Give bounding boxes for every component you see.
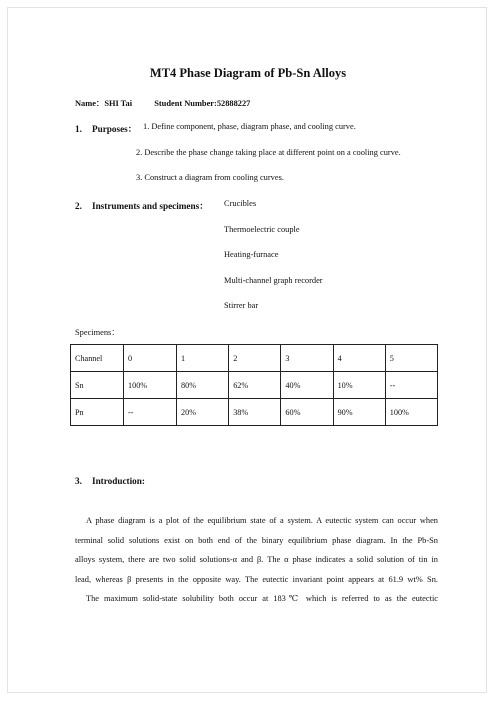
instruments-number: 2. <box>75 201 82 211</box>
table-cell: 60% <box>281 399 333 426</box>
student-number: 52888227 <box>216 99 251 108</box>
intro-paragraph-line: The maximum solid-state solubility both occur at 183℃ which is referred to as the eutectic <box>86 594 438 603</box>
introduction-number: 3. <box>75 476 82 486</box>
purposes-heading <box>75 121 137 135</box>
purposes-number: 1. <box>75 124 82 134</box>
introduction-heading-text: Introduction: <box>92 476 145 486</box>
table-cell: 38% <box>229 399 281 426</box>
instrument-item: Heating-furnace <box>224 250 279 259</box>
table-cell: 100% <box>385 399 437 426</box>
table-cell: 0 <box>124 345 177 372</box>
instrument-item: Stirrer bar <box>224 301 259 310</box>
instruments-heading <box>75 198 208 212</box>
table-cell: -- <box>124 399 177 426</box>
table-cell: 80% <box>177 372 229 399</box>
table-cell: 2 <box>229 345 281 372</box>
table-cell: -- <box>385 372 437 399</box>
intro-paragraph-line: lead, whereas β presents in the opposite way. The eutectic invariant point appears at 61.9 wt% Sn. <box>75 574 438 584</box>
intro-paragraph-line: alloys system, there are two solid solutions-α and β. The α phase indicates a solid solution of tin in <box>75 555 438 564</box>
intro-paragraph-line: A phase diagram is a plot of the equilibrium state of a system. A eutectic system can occur when <box>86 516 438 525</box>
table-cell: 20% <box>177 399 229 426</box>
introduction-heading <box>75 476 145 486</box>
table-cell: 5 <box>385 345 437 372</box>
table-cell: 100% <box>124 372 177 399</box>
table-cell: 40% <box>281 372 333 399</box>
intro-paragraph-line: terminal solid solutions exist on both end of the binary equilibrium phase diagram. In the Pb-Sn <box>75 535 438 545</box>
table-cell: Pn <box>71 399 124 426</box>
specimens-label: Specimens： <box>75 328 120 337</box>
instrument-item: Thermoelectric couple <box>224 225 300 234</box>
table-cell: 3 <box>281 345 333 372</box>
document-title: MT4 Phase Diagram of Pb-Sn Alloys <box>149 66 347 80</box>
table-cell: Sn <box>71 372 124 399</box>
table-cell: 1 <box>177 345 229 372</box>
table-cell: 90% <box>333 399 385 426</box>
table-row <box>71 372 438 399</box>
table-cell: 4 <box>333 345 385 372</box>
student-number-label: Student Number: <box>154 99 217 108</box>
purposes-heading-text: Purposes： <box>92 124 137 134</box>
purpose-item-3: 3. Construct a diagram from cooling curves. <box>136 173 284 182</box>
student-info-line <box>75 97 250 109</box>
table-row <box>71 399 438 426</box>
instruments-heading-text: Instruments and specimens： <box>92 201 209 211</box>
specimens-table <box>70 344 438 426</box>
table-row <box>71 345 438 372</box>
name-label: Name： <box>75 99 105 108</box>
student-name: SHI Tai <box>104 99 133 108</box>
table-cell: Channel <box>71 345 124 372</box>
instrument-item: Multi-channel graph recorder <box>224 276 323 285</box>
purpose-item-2: 2. Describe the phase change taking place at different point on a cooling curve. <box>136 148 401 157</box>
table-cell: 62% <box>229 372 281 399</box>
purpose-item-1: 1. Define component, phase, diagram phase, and cooling curve. <box>143 122 356 131</box>
table-cell: 10% <box>333 372 385 399</box>
instrument-item: Crucibles <box>224 199 257 208</box>
